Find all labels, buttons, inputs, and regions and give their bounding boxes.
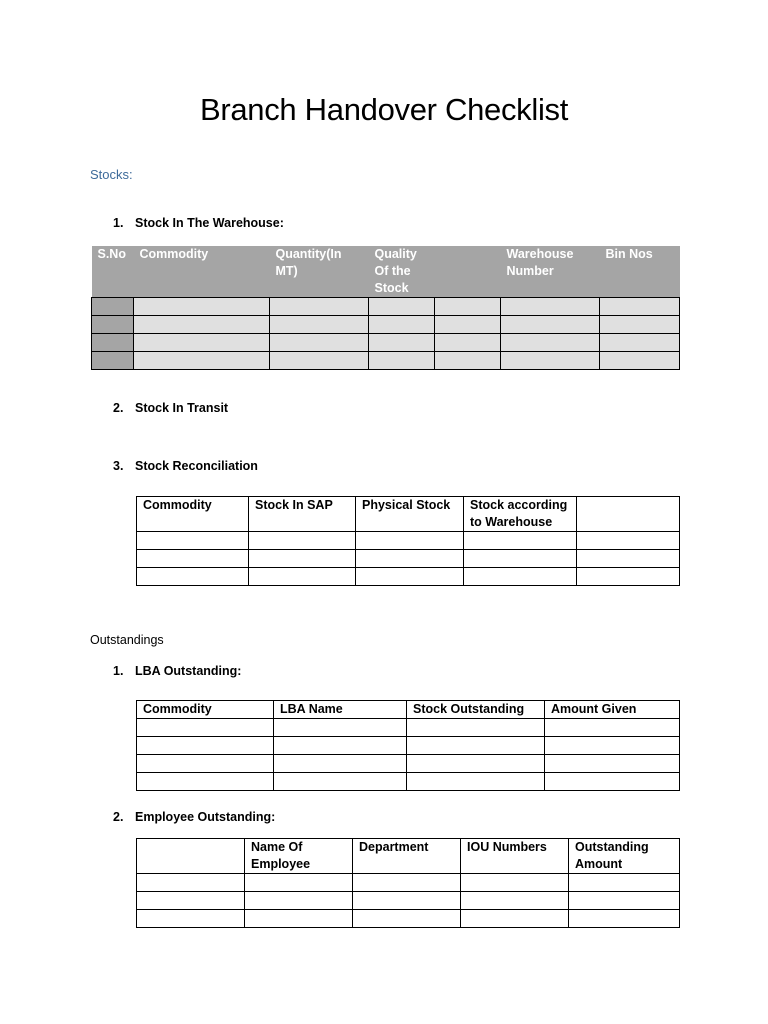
- list-label: LBA Outstanding:: [135, 664, 242, 678]
- table-cell[interactable]: [134, 334, 270, 352]
- header-cell: Stock Outstanding: [407, 701, 545, 719]
- table-cell[interactable]: [249, 550, 356, 568]
- table-cell[interactable]: [137, 910, 245, 928]
- table-cell[interactable]: [134, 298, 270, 316]
- table-cell[interactable]: [270, 352, 369, 370]
- list-label: Stock In The Warehouse:: [135, 216, 284, 230]
- table-cell[interactable]: [245, 910, 353, 928]
- table-row: [137, 874, 680, 892]
- table-cell[interactable]: [435, 298, 501, 316]
- table-cell[interactable]: [407, 755, 545, 773]
- table-cell[interactable]: [274, 755, 407, 773]
- table-cell[interactable]: [369, 352, 435, 370]
- employee-table: [136, 838, 680, 928]
- list-label: Employee Outstanding:: [135, 810, 276, 824]
- header-cell: Commodity: [137, 701, 274, 719]
- list-number: 3.: [113, 459, 124, 473]
- header-cell: Commodity: [137, 497, 249, 532]
- stocks-heading: Stocks:: [90, 167, 133, 182]
- header-cell: Commodity: [134, 246, 270, 298]
- table-cell[interactable]: [369, 334, 435, 352]
- table-cell[interactable]: [92, 334, 134, 352]
- table-cell[interactable]: [356, 568, 464, 586]
- table-row: [137, 550, 680, 568]
- table-cell[interactable]: [577, 550, 680, 568]
- table-cell[interactable]: [134, 316, 270, 334]
- table-cell[interactable]: [545, 737, 680, 755]
- table-cell[interactable]: [270, 334, 369, 352]
- table-cell[interactable]: [249, 568, 356, 586]
- table-row: [137, 737, 680, 755]
- table-row: [92, 334, 680, 352]
- header-cell: Bin Nos: [600, 246, 680, 298]
- table-cell[interactable]: [270, 298, 369, 316]
- header-cell: Stock In SAP: [249, 497, 356, 532]
- header-cell: IOU Numbers: [461, 839, 569, 874]
- table-cell[interactable]: [137, 737, 274, 755]
- table-cell[interactable]: [356, 532, 464, 550]
- table-cell[interactable]: [137, 532, 249, 550]
- header-cell: [435, 246, 501, 298]
- table-cell[interactable]: [249, 532, 356, 550]
- table-cell[interactable]: [600, 334, 680, 352]
- table-row: [92, 352, 680, 370]
- table-header-row: [137, 497, 680, 532]
- table-cell[interactable]: [137, 719, 274, 737]
- table-cell[interactable]: [435, 334, 501, 352]
- table-row: [92, 298, 680, 316]
- table-cell[interactable]: [245, 892, 353, 910]
- table-cell[interactable]: [501, 298, 600, 316]
- table-cell[interactable]: [407, 773, 545, 791]
- table-cell[interactable]: [501, 334, 600, 352]
- table-row: [137, 773, 680, 791]
- header-cell: Quantity(In MT): [270, 246, 369, 298]
- table-row: [137, 910, 680, 928]
- header-cell: [137, 839, 245, 874]
- table-cell[interactable]: [545, 773, 680, 791]
- table-cell[interactable]: [137, 568, 249, 586]
- table-cell[interactable]: [569, 910, 680, 928]
- table-cell[interactable]: [501, 352, 600, 370]
- table-cell[interactable]: [353, 892, 461, 910]
- header-cell: Amount Given: [545, 701, 680, 719]
- table-header-row: [137, 701, 680, 719]
- header-cell: S.No: [92, 246, 134, 298]
- table-cell[interactable]: [435, 352, 501, 370]
- table-cell[interactable]: [435, 316, 501, 334]
- table-cell[interactable]: [134, 352, 270, 370]
- header-cell: [577, 497, 680, 532]
- header-cell: LBA Name: [274, 701, 407, 719]
- header-cell: Warehouse Number: [501, 246, 600, 298]
- table-cell[interactable]: [137, 755, 274, 773]
- table-cell[interactable]: [569, 874, 680, 892]
- table-cell[interactable]: [274, 737, 407, 755]
- list-number: 2.: [113, 401, 124, 415]
- table-cell[interactable]: [545, 755, 680, 773]
- table-cell[interactable]: [356, 550, 464, 568]
- table-cell[interactable]: [137, 892, 245, 910]
- table-cell[interactable]: [600, 298, 680, 316]
- table-cell[interactable]: [369, 298, 435, 316]
- table-cell[interactable]: [353, 910, 461, 928]
- list-label: Stock In Transit: [135, 401, 229, 415]
- table-cell[interactable]: [92, 352, 134, 370]
- table-cell[interactable]: [353, 874, 461, 892]
- list-label: Stock Reconciliation: [135, 459, 258, 473]
- table-cell[interactable]: [461, 910, 569, 928]
- header-cell: Physical Stock: [356, 497, 464, 532]
- lba-section-label: [113, 664, 241, 678]
- header-cell: Quality Of the Stock: [369, 246, 435, 298]
- table-cell[interactable]: [274, 719, 407, 737]
- reconciliation-table: [136, 496, 680, 586]
- table-cell[interactable]: [92, 316, 134, 334]
- reconciliation-section-label: [113, 459, 258, 473]
- table-cell[interactable]: [137, 773, 274, 791]
- page-title: Branch Handover Checklist: [199, 92, 569, 127]
- table-cell[interactable]: [270, 316, 369, 334]
- table-cell[interactable]: [461, 892, 569, 910]
- table-cell[interactable]: [137, 550, 249, 568]
- employee-section-label: [113, 810, 275, 824]
- table-row: [137, 532, 680, 550]
- list-number: 2.: [113, 810, 124, 824]
- table-cell[interactable]: [464, 532, 577, 550]
- table-cell[interactable]: [274, 773, 407, 791]
- list-number: 1.: [113, 664, 124, 678]
- table-cell[interactable]: [461, 874, 569, 892]
- table-cell[interactable]: [600, 316, 680, 334]
- table-cell[interactable]: [137, 874, 245, 892]
- warehouse-section-label: [113, 216, 284, 230]
- table-cell[interactable]: [569, 892, 680, 910]
- table-cell[interactable]: [577, 568, 680, 586]
- table-cell[interactable]: [92, 298, 134, 316]
- table-header-row: [137, 839, 680, 874]
- table-cell[interactable]: [407, 719, 545, 737]
- list-number: 1.: [113, 216, 124, 230]
- table-row: [137, 755, 680, 773]
- table-row: [137, 568, 680, 586]
- table-cell[interactable]: [369, 316, 435, 334]
- table-row: [92, 316, 680, 334]
- table-cell[interactable]: [464, 550, 577, 568]
- table-cell[interactable]: [545, 719, 680, 737]
- transit-section-label: [113, 401, 228, 415]
- header-cell: Outstanding Amount: [569, 839, 680, 874]
- table-cell[interactable]: [245, 874, 353, 892]
- header-cell: Department: [353, 839, 461, 874]
- table-row: [137, 892, 680, 910]
- table-header-row: [92, 246, 680, 298]
- table-cell[interactable]: [577, 532, 680, 550]
- table-cell[interactable]: [501, 316, 600, 334]
- table-cell[interactable]: [600, 352, 680, 370]
- lba-table: [136, 700, 680, 791]
- table-cell[interactable]: [407, 737, 545, 755]
- table-cell[interactable]: [464, 568, 577, 586]
- header-cell: Name Of Employee: [245, 839, 353, 874]
- header-cell: Stock according to Warehouse: [464, 497, 577, 532]
- outstandings-heading: Outstandings: [90, 633, 164, 647]
- table-row: [137, 719, 680, 737]
- warehouse-table: [91, 246, 680, 370]
